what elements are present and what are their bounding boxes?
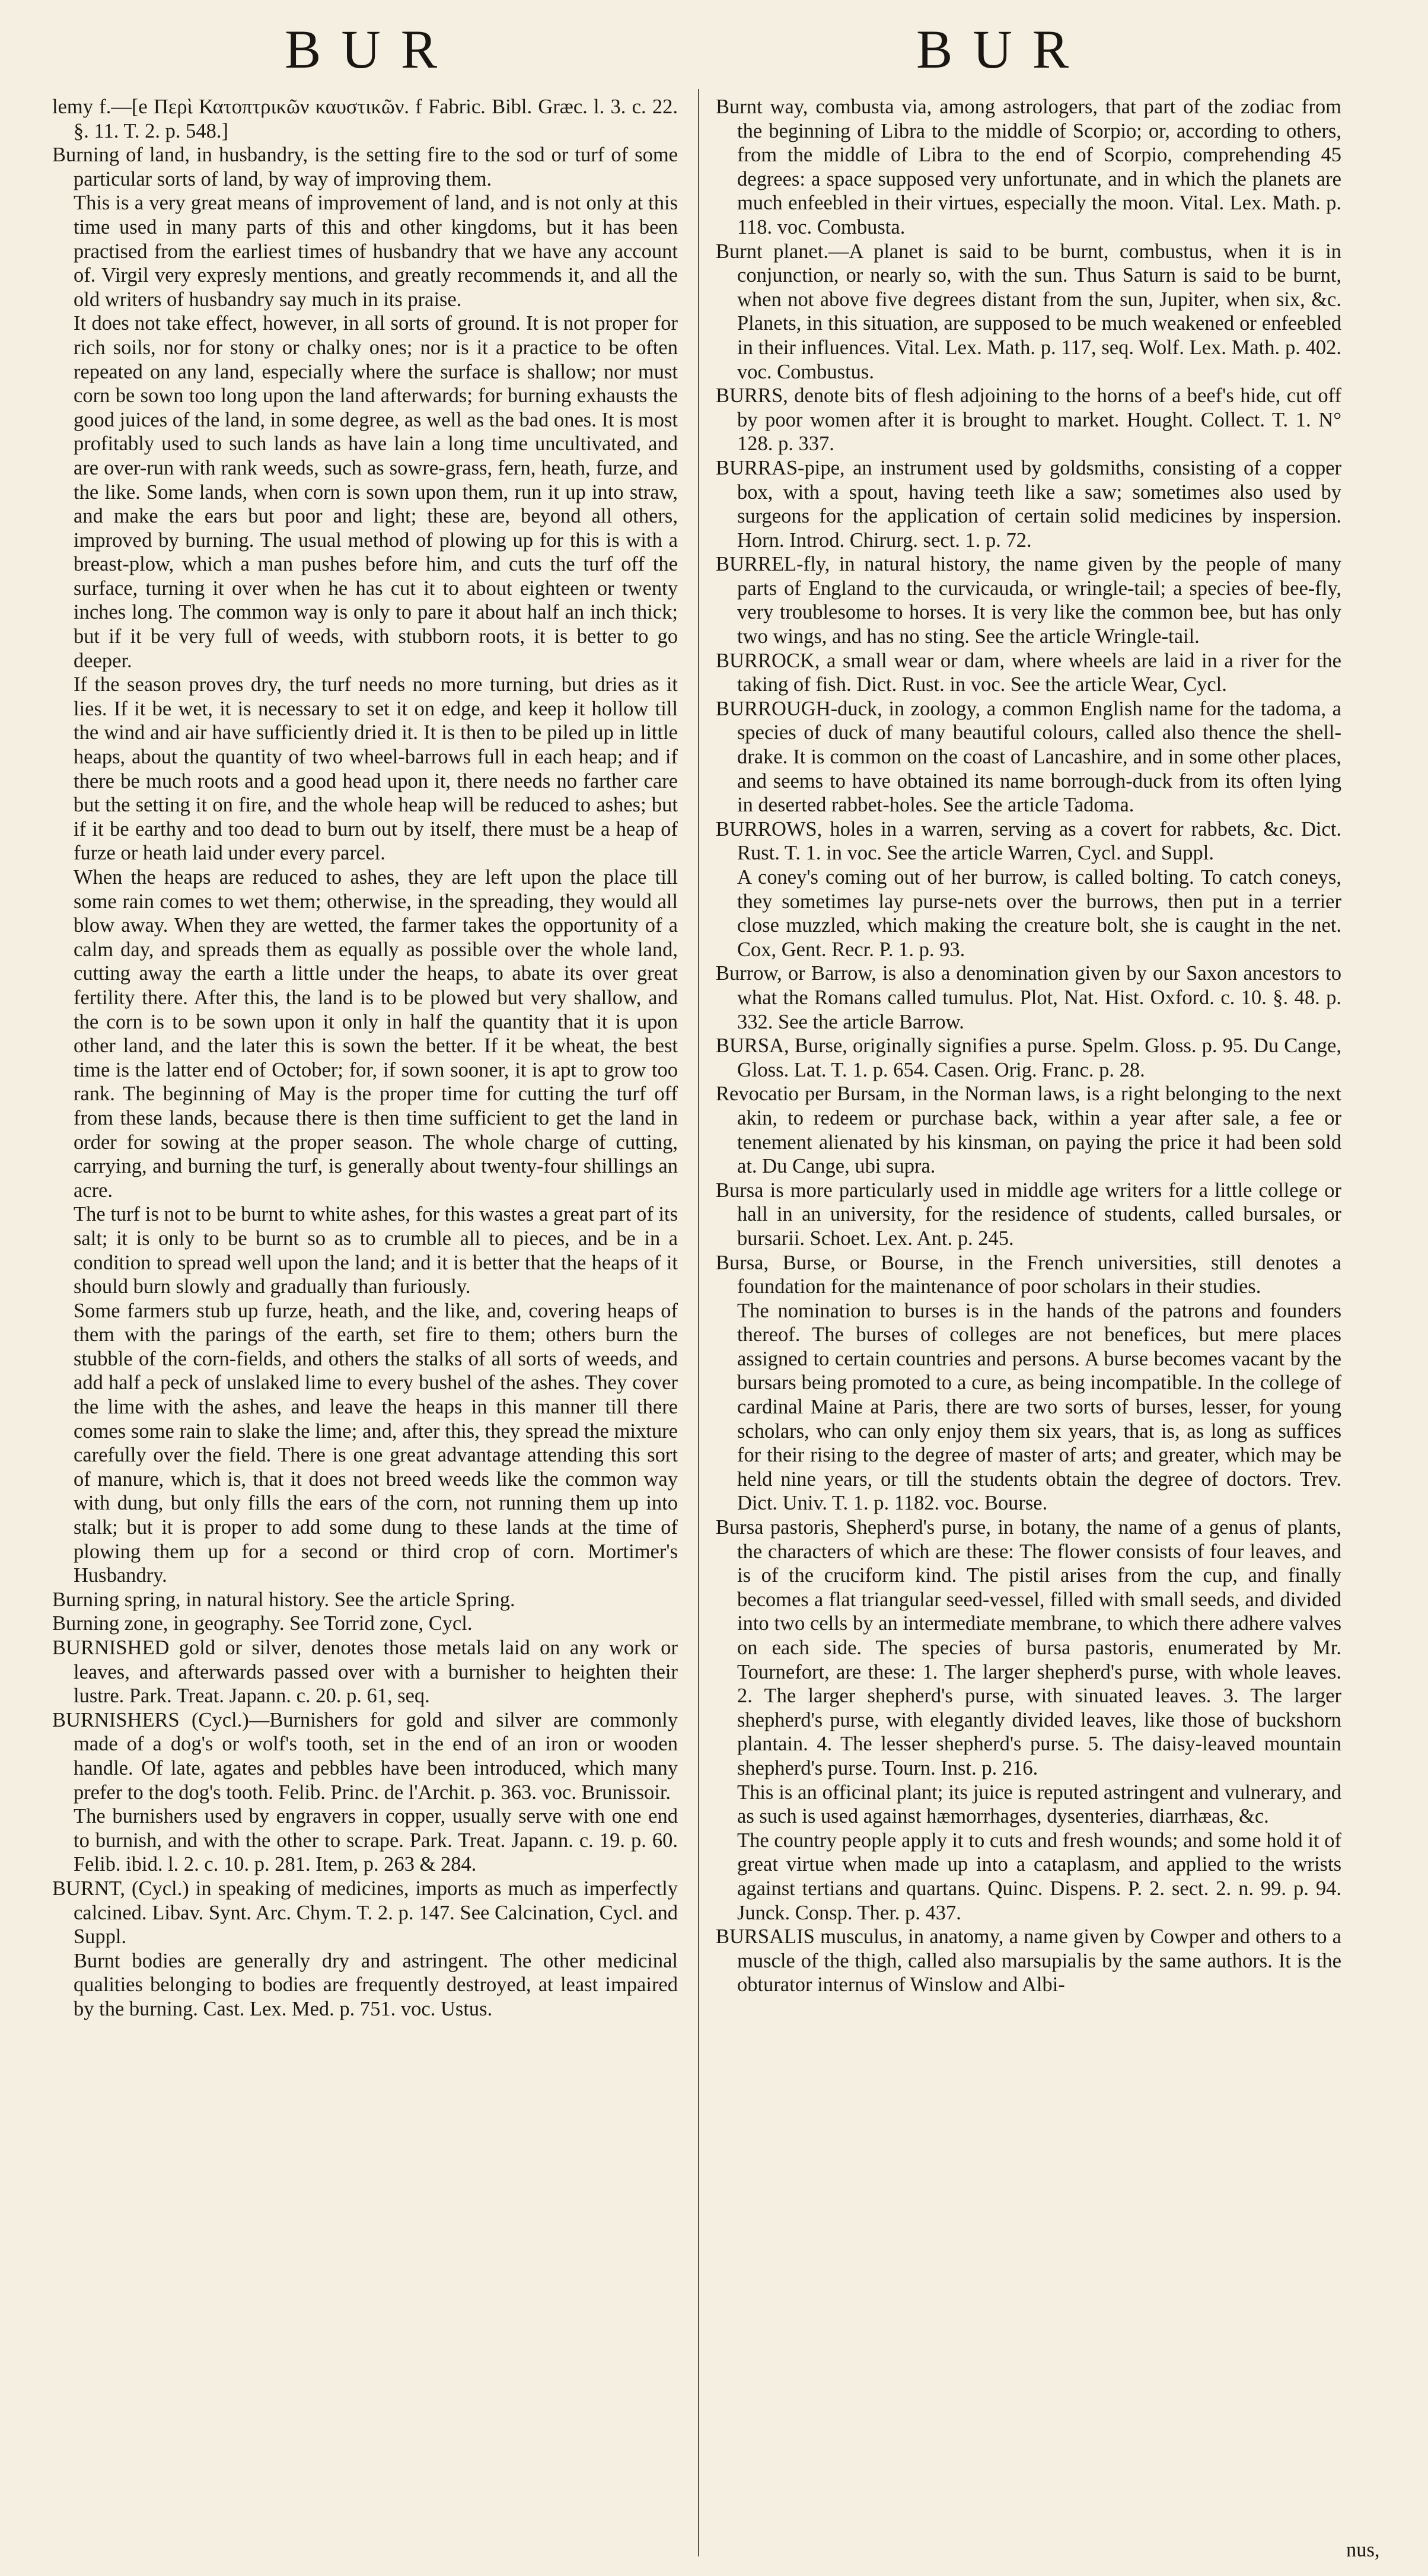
right-paragraph: BURROWS, holes in a warren, serving as a covert for rabbets, &c. Dict. Rust. T. 1. in voc. See the article Warren, Cycl. and Suppl. bbox=[716, 817, 1341, 865]
right-paragraph: This is an officinal plant; its juice is reputed astringent and vulnerary, and as such is used against hæmorrhages, dysenteries, diarrhæas, &c. bbox=[737, 1781, 1341, 1828]
left-paragraph: Burnt bodies are generally dry and astringent. The other medicinal qualities belonging to bodies are frequently destroyed, at least impaired by the burning. Cast. Lex. Med. p. 751. voc. Ustus. bbox=[74, 1949, 678, 2020]
left-column bbox=[52, 95, 678, 2021]
right-paragraph: BURREL-fly, in natural history, the name given by the people of many parts of England to the curvicauda, or wringle-tail; a species of bee-fly, very troublesome to horses. It is very like the common bee, but has only two wings, and has no sting. See the article Wringle-tail. bbox=[716, 553, 1341, 648]
right-column bbox=[716, 95, 1341, 1997]
right-paragraph: Bursa pastoris, Shepherd's purse, in botany, the name of a genus of plants, the characters of which are these: The flower consists of four leaves, and is of the cruciform kind. The pistil arises from the cup, and finally becomes a flat triangular seed-vessel, filled with small seeds, and divided into two cells by an intermediate membrane, to which there adhere valves on each side. The species of bursa pastoris, enumerated by Mr. Tournefort, are these: 1. The larger shepherd's purse, with whole leaves. 2. The larger shepherd's purse, with sinuated leaves. 3. The larger shepherd's purse, with elegantly divided leaves, like those of buckshorn plantain. 4. The lesser shepherd's purse. 5. The daisy-leaved mountain shepherd's purse. Tourn. Inst. p. 216. bbox=[716, 1516, 1341, 1779]
right-paragraph: The country people apply it to cuts and fresh wounds; and some hold it of great virtue when made up into a cataplasm, and applied to the wrists against tertians and quartans. Quinc. Dispens. P. 2. sect. 2. n. 99. p. 94. Junck. Consp. Ther. p. 437. bbox=[737, 1829, 1341, 1924]
running-head-left: BUR bbox=[285, 19, 458, 79]
left-paragraph: The turf is not to be burnt to white ashes, for this wastes a great part of its salt; it is only to be burnt so as to crumble all to pieces, and be in a condition to spread well upon the land; and it is better that the heaps of it should burn slowly and gradually than furiously. bbox=[74, 1203, 678, 1298]
right-paragraph: Revocatio per Bursam, in the Norman laws, is a right belonging to the next akin, to redeem or purchase back, within a year after sale, a fee or tenement alienated by his kinsman, on paying the price it had been sold at. Du Cange, ubi supra. bbox=[716, 1082, 1341, 1178]
left-paragraph: Burning of land, in husbandry, is the setting fire to the sod or turf of some particular sorts of land, by way of improving them. bbox=[52, 144, 678, 190]
left-paragraph: This is a very great means of improvement of land, and is not only at this time used in many parts of this and other kingdoms, but it has been practised from the earliest times of husbandry that we have any account of. Virgil very expresly mentions, and greatly recommends it, and all the old writers of husbandry say much in its praise. bbox=[74, 192, 678, 311]
left-paragraph: The burnishers used by engravers in copper, usually serve with one end to burnish, and with the other to scrape. Park. Treat. Japann. c. 19. p. 60. Felib. ibid. l. 2. c. 10. p. 281. Item, p. 263 & 284. bbox=[74, 1805, 678, 1876]
left-paragraph: If the season proves dry, the turf needs no more turning, but dries as it lies. If it be wet, it is necessary to set it on edge, and keep it hollow till the wind and air have sufficiently dried it. It is then to be piled up in little heaps, about the quantity of two wheel-barrows full in each heap; and if there be much roots and a good head upon it, there needs no farther care but the setting it on fire, and the whole heap will be reduced to ashes; but if it be earthy and too dead to burn out by itself, there must be a heap of furze or heath laid under every parcel. bbox=[74, 673, 678, 865]
left-paragraph: BURNISHERS (Cycl.)—Burnishers for gold and silver are commonly made of a dog's or wolf's tooth, set in the end of an iron or wooden handle. Of late, agates and pebbles have been introduced, which many prefer to the dog's tooth. Felib. Princ. de l'Archit. p. 363. voc. Brunissoir. bbox=[52, 1708, 678, 1804]
right-paragraph: Bursa, Burse, or Bourse, in the French universities, still denotes a foundation for the maintenance of poor scholars in their studies. bbox=[716, 1251, 1341, 1298]
right-paragraph: Burnt planet.—A planet is said to be burnt, combustus, when it is in conjunction, or nearly so, with the sun. Thus Saturn is said to be burnt, when not above five degrees distant from the sun, Jupiter, when six, &c. Planets, in this situation, are supposed to be much weakened or enfeebled in their influences. Vital. Lex. Math. p. 117, seq. Wolf. Lex. Math. p. 402. voc. Combustus. bbox=[716, 240, 1341, 383]
right-paragraph: The nomination to burses is in the hands of the patrons and founders thereof. The burses of colleges are not benefices, but mere places assigned to certain countries and persons. A burse becomes vacant by the bursars being promoted to a cure, as being incompatible. In the college of cardinal Maine at Paris, there are two sorts of burses, lesser, for young scholars, who can only enjoy them six years, that is, as long as suffices for their rising to the degree of master of arts; and greater, which may be held nine years, or till the students obtain the degree of doctors. Trev. Dict. Univ. T. 1. p. 1182. voc. Bourse. bbox=[737, 1299, 1341, 1515]
column-divider bbox=[698, 89, 699, 2556]
right-paragraph: BURRS, denote bits of flesh adjoining to the horns of a beef's hide, cut off by poor women after it is brought to market. Hought. Collect. T. 1. N° 128. p. 337. bbox=[716, 384, 1341, 456]
right-paragraph: A coney's coming out of her burrow, is called bolting. To catch coneys, they sometimes lay purse-nets over the burrows, then put in a terrier close muzzled, which making the creature bolt, she is caught in the net. Cox, Gent. Recr. P. 1. p. 93. bbox=[737, 866, 1341, 961]
right-paragraph: Burnt way, combusta via, among astrologers, that part of the zodiac from the beginning of Libra to the middle of Scorpio; or, according to others, from the middle of Libra to the end of Scorpio, comprehending 45 degrees: a space supposed very unfortunate, and in which the planets are much enfeebled in their virtues, especially the moon. Vital. Lex. Math. p. 118. voc. Combusta. bbox=[716, 95, 1341, 238]
catchword: nus, bbox=[1346, 2539, 1380, 2561]
left-paragraph: BURNISHED gold or silver, denotes those metals laid on any work or leaves, and afterwards passed over with a burnisher to heighten their lustre. Park. Treat. Japann. c. 20. p. 61, seq. bbox=[52, 1636, 678, 1708]
right-paragraph: BURROUGH-duck, in zoology, a common English name for the tadoma, a species of duck of many beautiful colours, called also thence the shell-drake. It is common on the coast of Lancashire, and in some other places, and seems to have obtained its name borrough-duck from its often lying in deserted rabbet-holes. See the article Tadoma. bbox=[716, 697, 1341, 817]
right-paragraph: BURSALIS musculus, in anatomy, a name given by Cowper and others to a muscle of the thigh, called also marsupialis by the same authors. It is the obturator internus of Winslow and Albi- bbox=[716, 1925, 1341, 1997]
right-paragraph: Burrow, or Barrow, is also a denomination given by our Saxon ancestors to what the Romans called tumulus. Plot, Nat. Hist. Oxford. c. 10. §. 48. p. 332. See the article Barrow. bbox=[716, 962, 1341, 1033]
right-paragraph: BURROCK, a small wear or dam, where wheels are laid in a river for the taking of fish. Dict. Rust. in voc. See the article Wear, Cycl. bbox=[716, 649, 1341, 696]
left-paragraph: BURNT, (Cycl.) in speaking of medicines, imports as much as imperfectly calcined. Libav. Synt. Arc. Chym. T. 2. p. 147. See Calcination, Cycl. and Suppl. bbox=[52, 1877, 678, 1948]
left-paragraph: lemy f.—[e Περὶ Κατοπτρικῶν καυστικῶν. f Fabric. Bibl. Græc. l. 3. c. 22. §. 11. T. 2. p. 548.] bbox=[52, 95, 678, 142]
right-paragraph: BURSA, Burse, originally signifies a purse. Spelm. Gloss. p. 95. Du Cange, Gloss. Lat. T. 1. p. 654. Casen. Orig. Franc. p. 28. bbox=[716, 1034, 1341, 1081]
right-paragraph: BURRAS-pipe, an instrument used by goldsmiths, consisting of a copper box, with a spout, having teeth like a saw; sometimes also used by surgeons for the application of certain solid medicines by inspersion. Horn. Introd. Chirurg. sect. 1. p. 72. bbox=[716, 456, 1341, 552]
left-paragraph: When the heaps are reduced to ashes, they are left upon the place till some rain comes to wet them; otherwise, in the spreading, they would all blow away. When they are wetted, the farmer takes the opportunity of a calm day, and spreads them as equally as possible over the whole land, cutting away the earth a little under the heaps, to abate its over great fertility there. After this, the land is to be plowed but very shallow, and the corn is to be sown upon it only in half the quantity that it is upon other land, and the later this is sown the better. If it be wheat, the best time is the latter end of October; for, if sown sooner, it is apt to grow too rank. The beginning of May is the proper time for cutting the turf off from these lands, because there is then time sufficient to get the land in order for sowing at the proper season. The whole charge of cutting, carrying, and burning the turf, is generally about twenty-four shillings an acre. bbox=[74, 866, 678, 1202]
left-paragraph: Some farmers stub up furze, heath, and the like, and, covering heaps of them with the parings of the earth, set fire to them; others burn the stubble of the corn-fields, and others the stalks of all sorts of weeds, and add half a peck of unslaked lime to every bushel of the ashes. They cover the lime with the ashes, and leave the heaps in this manner till there comes some rain to slake the lime; and, after this, they spread the mixture carefully over the field. There is one great advantage attending this sort of manure, which is, that it does not breed weeds like the common way with dung, but only fills the ears of the corn, not running them up into stalk; but it is proper to add some dung to these lands at the time of plowing them up for a second or third crop of corn. Mortimer's Husbandry. bbox=[74, 1299, 678, 1587]
left-paragraph: Burning spring, in natural history. See the article Spring. bbox=[52, 1588, 515, 1611]
right-paragraph: Bursa is more particularly used in middle age writers for a little college or hall in an university, for the residence of students, called bursales, or bursarii. Schoet. Lex. Ant. p. 245. bbox=[716, 1179, 1341, 1250]
left-paragraph: Burning zone, in geography. See Torrid zone, Cycl. bbox=[52, 1612, 473, 1635]
running-head-right: BUR bbox=[916, 19, 1089, 79]
left-paragraph: It does not take effect, however, in all sorts of ground. It is not proper for rich soils, nor for stony or chalky ones; nor is it a practice to be often repeated on any land, especially where the surface is shallow; nor must corn be sown too long upon the land afterwards; for burning exhausts the good juices of the land, in some degree, as well as the bad ones. It is most profitably used to such lands as have lain a long time uncultivated, and are over-run with rank weeds, such as sowre-grass, fern, heath, furze, and the like. Some lands, when corn is sown upon them, run it up into straw, and make the ears but poor and light; these are, beyond all others, improved by burning. The usual method of plowing up for this is with a breast-plow, which a man pushes before him, and cuts the turf off the surface, turning it over when he has cut it to about eighteen or twenty inches long. The common way is only to pare it about half an inch thick; but if it be very full of weeds, with stubborn roots, it is better to go deeper. bbox=[74, 312, 678, 672]
